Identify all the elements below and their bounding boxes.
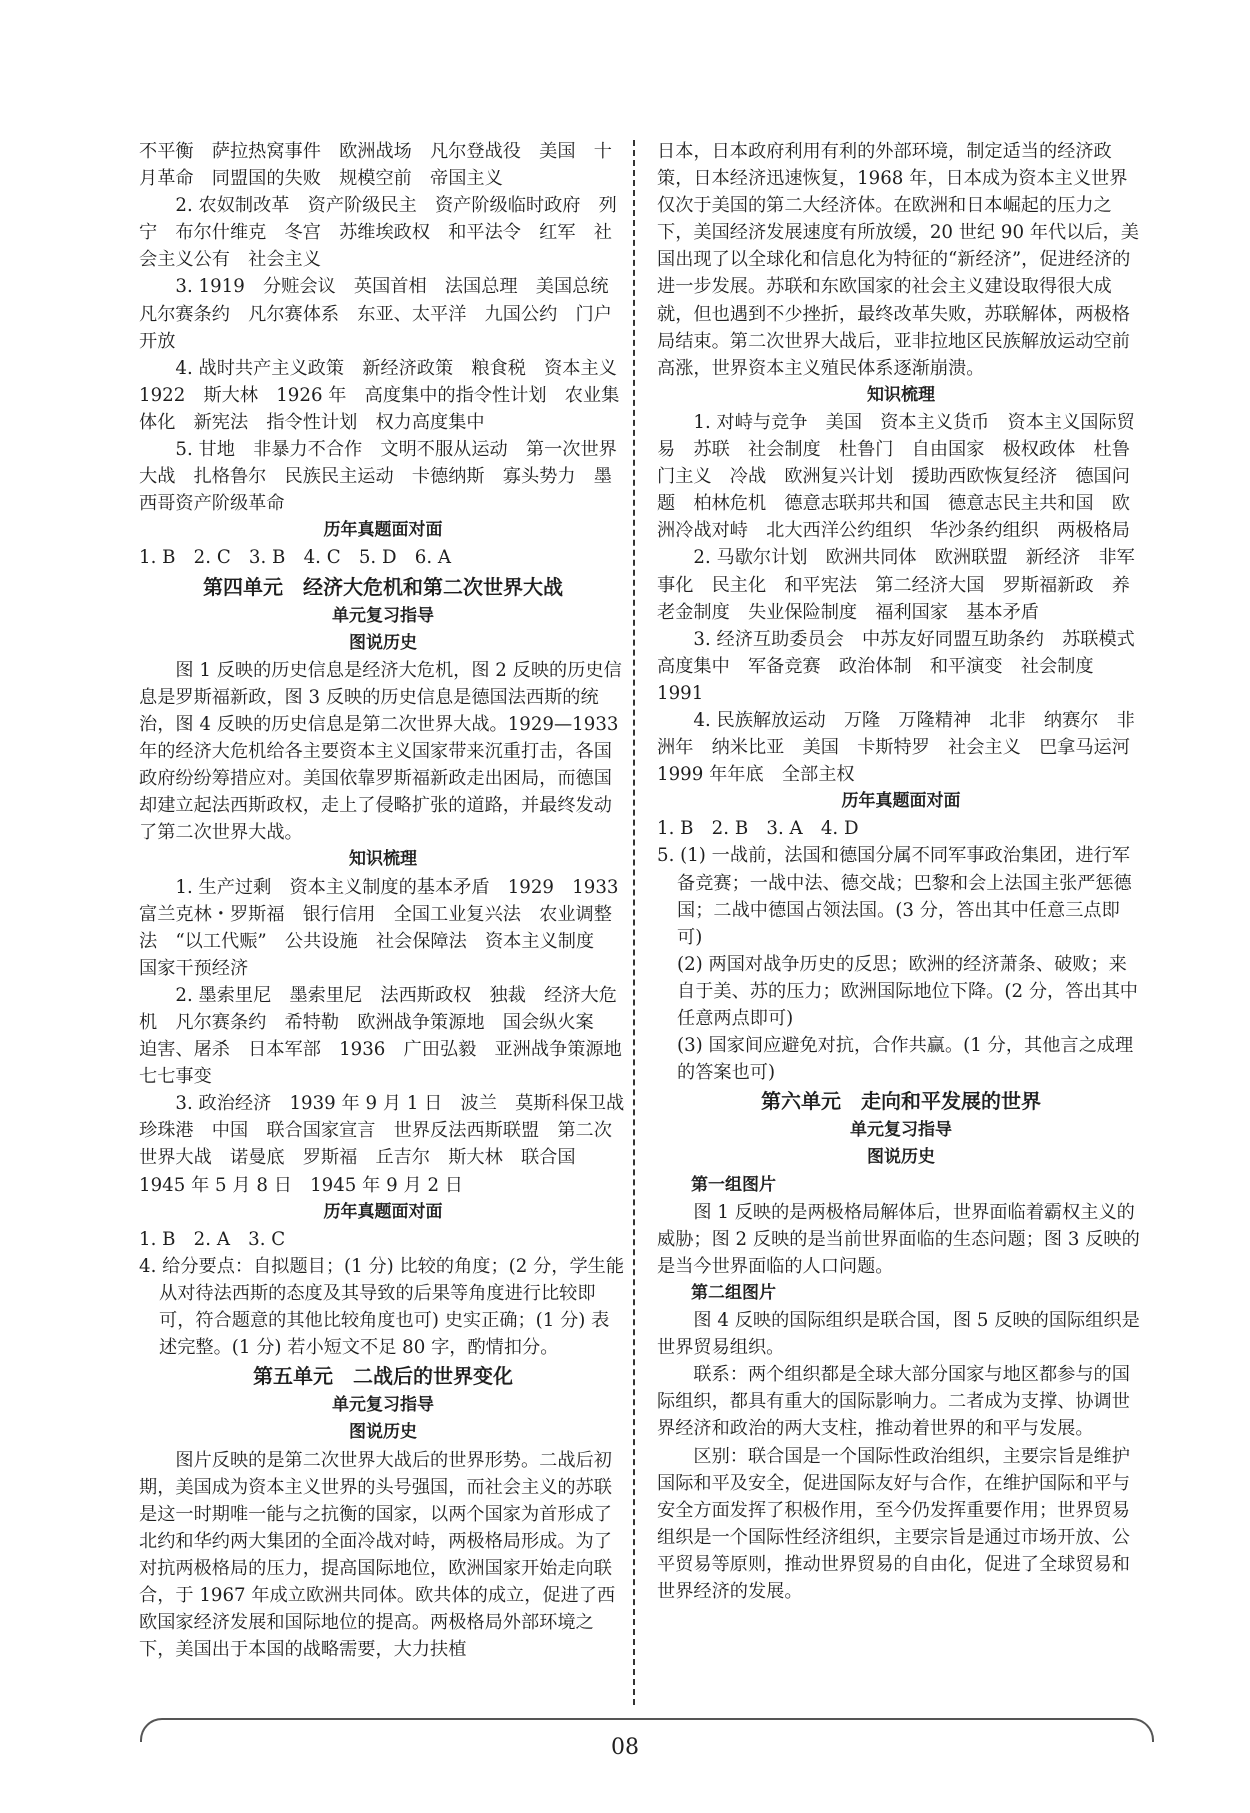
unit3-knowledge-4: 4. 战时共产主义政策 新经济政策 粮食税 资本主义 1922 斯大林 1926 年 高度集中的指令性计划 农业集体化 新宪法 指令性计划 权力高度集中 [139, 357, 636, 433]
unit5-pic-text: 图片反映的是第二次世界大战后的世界形势。二战后初期，美国成为资本主义世界的头号强国，而社会主义的苏联是这一时期唯一能与之抗衡的国家，以两个国家为首形成了北约和华约两大集团的全面冷战对峙，两极格局形成。为了对抗两极格局的压力，提高国际地位，欧洲国家开始走向联合，于 1967 年成立欧洲共同体。欧共体的成立，促进了西欧国家经济发展和国际地位的提高。两极格局外部环境之下，美国出于本国的战略需要，大力扶植 [139, 1449, 616, 1661]
left-column [139, 138, 643, 1663]
unit6-title: 第六单元 走向和平发展的世界 [761, 1089, 1041, 1114]
unit5-pic-heading: 图说历史 [349, 1422, 417, 1443]
right-column [657, 138, 1154, 1605]
unit6-pic-heading: 图说历史 [867, 1147, 935, 1168]
unit5-guide-heading: 单元复习指导 [332, 1395, 434, 1416]
unit4-pic-heading: 图说历史 [349, 632, 417, 653]
past-exam-answers: 1. B 2. C 3. B 4. C 5. D 6. A [139, 547, 452, 569]
unit4-knowledge-1: 1. 生产过剩 资本主义制度的基本矛盾 1929 1933 富兰克林・罗斯福 银行信用 全国工业复兴法 农业调整法 “以工代赈” 公共设施 社会保障法 资本主义制度 国家干预经济 [139, 876, 637, 979]
unit6-group1-heading: 第一组图片 [691, 1174, 776, 1195]
past-exam-answer-5-2: (2) 两国对战争历史的反思；欧洲的经济萧条、破败；来自于美、苏的压力；欧洲国际地位下降。(2 分，答出其中任意两点即可) [677, 953, 1138, 1029]
past-exam-heading: 历年真题面对面 [841, 791, 961, 812]
past-exam-answer-4: 4. 给分要点：自拟题目；(1 分) 比较的角度；(2 分，学生能从对待法西斯的态度及其导致的后果等角度进行比较即可，符合题意的其他比较角度也可) 史实正确；(1 分) 表述完整。(1 分) 若小短文不足 80 字，酌情扣分。 [139, 1255, 625, 1359]
unit5-knowledge-4: 4. 民族解放运动 万隆 万隆精神 北非 纳赛尔 非洲年 纳米比亚 美国 卡斯特罗 社会主义 巴拿马运河 1999 年年底 全部主权 [657, 709, 1149, 786]
past-exam-answers: 1. B 2. B 3. A 4. D [657, 818, 859, 840]
unit5-title: 第五单元 二战后的世界变化 [253, 1364, 513, 1389]
unit4-pic-text: 图 1 反映的历史信息是经济大危机，图 2 反映的历史信息是罗斯福新政，图 3 反映的历史信息是德国法西斯的统治，图 4 反映的历史信息是第二次世界大战。1929—1933 年的经济大危机给各主要资本主义国家带来沉重打击，各国政府纷纷筹措应对。美国依靠罗斯福新政走出困局，而德国却建立起法西斯政权，走上了侵略扩张的道路，并最终发动了第二次世界大战。 [139, 659, 622, 844]
unit4-knowledge-3: 3. 政治经济 1939 年 9 月 1 日 波兰 莫斯科保卫战 珍珠港 中国 联合国家宣言 世界反法西斯联盟 第二次世界大战 诺曼底 罗斯福 丘吉尔 斯大林 联合国 1945 年 5 月 8 日 1945 年 9 月 2 日 [139, 1093, 643, 1196]
unit6-guide-heading: 单元复习指导 [850, 1120, 952, 1141]
unit3-knowledge-3: 3. 1919 分赃会议 英国首相 法国总理 美国总统 凡尔赛条约 凡尔赛体系 东亚、太平洋 九国公约 门户开放 [139, 276, 627, 352]
past-exam-answers: 1. B 2. A 3. C [139, 1228, 286, 1250]
unit4-guide-heading: 单元复习指导 [332, 605, 434, 626]
unit5-pic-text-cont: 日本，日本政府利用有利的外部环境，制定适当的经济政策，日本经济迅速恢复，1968 年，日本成为资本主义世界仅次于美国的第二大经济体。在欧洲和日本崛起的压力之下，美国经济发展速度有所放缓，20 世纪 90 年代以后，美国出现了以全球化和信息化为特征的“新经济”，促进经济的进一步发展。苏联和东欧国家的社会主义建设取得很大成就，但也遇到不少挫折，最终改革失败，苏联解体，两极格局结束。第二次世界大战后，亚非拉地区民族解放运动空前高涨，世界资本主义殖民体系逐渐崩溃。 [657, 141, 1139, 379]
unit5-knowledge-2: 2. 马歇尔计划 欧洲共同体 欧洲联盟 新经济 非军事化 民主化 和平宪法 第二经济大国 罗斯福新政 养老金制度 失业保险制度 福利国家 基本矛盾 [657, 547, 1135, 623]
unit3-knowledge-2: 2. 农奴制改革 资产阶级民主 资产阶级临时政府 列宁 布尔什维克 冬宫 苏维埃政权 和平法令 红军 社会主义公有 社会主义 [139, 195, 617, 271]
unit6-link-text: 联系：两个组织都是全球大部分国家与地区都参与的国际组织，都具有重大的国际影响力。二者成为支撑、协调世界经济和政治的两大支柱，推动着世界的和平与发展。 [657, 1364, 1130, 1440]
unit5-knowledge-1: 1. 对峙与竞争 美国 资本主义货币 资本主义国际贸易 苏联 社会制度 杜鲁门 自由国家 极权政体 杜鲁门主义 冷战 欧洲复兴计划 援助西欧恢复经济 德国问题 柏林危机 德意志联邦共和国 德意志民主共和国 欧洲冷战对峙 北大西洋公约组织 华沙条约组织 两极格局 [657, 411, 1135, 542]
past-exam-answer-5-1: 5. (1) 一战前，法国和德国分属不同军事政治集团，进行军备竞赛；一战中法、德交战；巴黎和会上法国主张严惩德国；二战中德国占领法国。(3 分，答出其中任意三点即可) [657, 845, 1132, 948]
unit6-diff-text: 区别：联合国是一个国际性政治组织，主要宗旨是维护国际和平及安全，促进国际友好与合作，在维护国际和平与安全方面发挥了积极作用，至今仍发挥重要作用；世界贸易组织是一个国际性经济组织，主要宗旨是通过市场开放、公平贸易等原则，推动世界贸易的自由化，促进了全球贸易和世界经济的发展。 [657, 1445, 1130, 1602]
unit5-knowledge-3: 3. 经济互助委员会 中苏友好同盟互助条约 苏联模式 高度集中 军备竞赛 政治体制 和平演变 社会制度 1991 [657, 628, 1154, 704]
unit3-answer-cont: 不平衡 萨拉热窝事件 欧洲战场 凡尔登战役 美国 十月革命 同盟国的失败 规模空前 帝国主义 [139, 141, 612, 190]
past-exam-heading: 历年真题面对面 [323, 520, 443, 541]
unit4-knowledge-heading: 知识梳理 [349, 849, 417, 870]
past-exam-heading: 历年真题面对面 [323, 1201, 443, 1222]
unit4-knowledge-2: 2. 墨索里尼 墨索里尼 法西斯政权 独裁 经济大危机 凡尔赛条约 希特勒 欧洲战争策源地 国会纵火案 迫害、屠杀 日本军部 1936 广田弘毅 亚洲战争策源地 七七事变 [139, 984, 640, 1088]
unit5-knowledge-heading: 知识梳理 [867, 384, 935, 405]
unit4-title: 第四单元 经济大危机和第二次世界大战 [203, 574, 563, 599]
unit6-group2-heading: 第二组图片 [691, 1282, 776, 1303]
past-exam-answer-5-3: (3) 国家间应避免对抗，合作共赢。(1 分，其他言之成理的答案也可) [677, 1035, 1134, 1084]
unit6-group1-text: 图 1 反映的是两极格局解体后，世界面临着霸权主义的威胁；图 2 反映的是当前世界面临的生态问题；图 3 反映的是当今世界面临的人口问题。 [657, 1201, 1140, 1277]
unit3-knowledge-5: 5. 甘地 非暴力不合作 文明不服从运动 第一次世界大战 扎格鲁尔 民族民主运动 卡德纳斯 寡头势力 墨西哥资产阶级革命 [139, 439, 617, 515]
column-divider [633, 140, 635, 1705]
unit6-group2-text: 图 4 反映的国际组织是联合国，图 5 反映的国际组织是世界贸易组织。 [657, 1310, 1140, 1359]
page-number: 08 [611, 1735, 639, 1760]
